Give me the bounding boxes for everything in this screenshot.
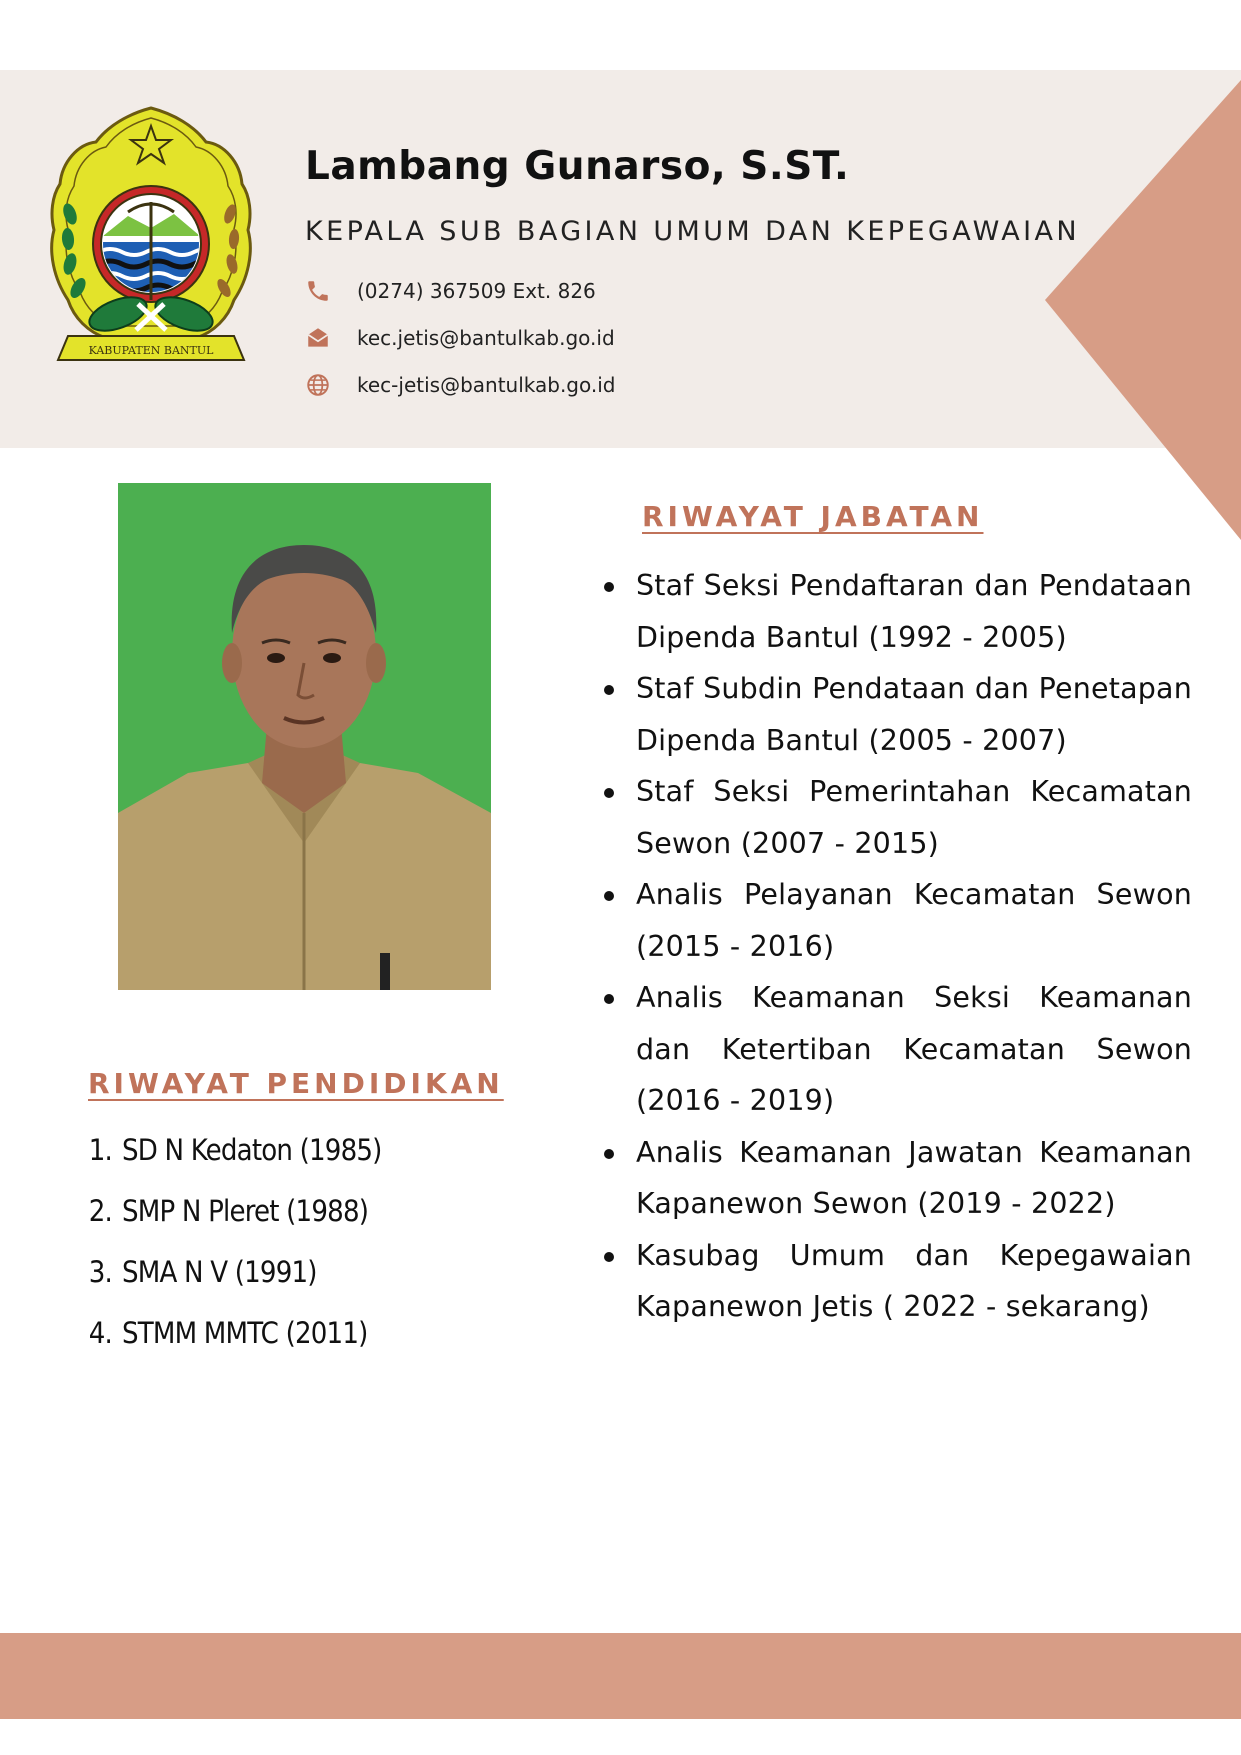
education-list [78, 1133, 382, 1377]
list-item: 1. SD N Kedaton (1985) [88, 1133, 382, 1167]
positions-list [602, 560, 1192, 1333]
footer-band [0, 1633, 1241, 1719]
list-item: 3. SMA N V (1991) [88, 1255, 317, 1289]
list-item: Analis Keamanan Seksi Keamanan dan Ketertiban Kecamatan Sewon (2016 - 2019) [602, 972, 1192, 1127]
portrait-photo [118, 483, 491, 990]
contact-website[interactable] [305, 372, 616, 398]
list-item: Analis Pelayanan Kecamatan Sewon (2015 - 2016) [602, 869, 1192, 972]
contact-phone-text: (0274) 367509 Ext. 826 [357, 279, 596, 303]
list-item: Staf Seksi Pendaftaran dan Pendataan Dipenda Bantul (1992 - 2005) [602, 560, 1192, 663]
mail-icon [305, 325, 331, 351]
list-item: Analis Keamanan Jawatan Keamanan Kapanewon Sewon (2019 - 2022) [602, 1127, 1192, 1230]
person-position: KEPALA SUB BAGIAN UMUM DAN KEPEGAWAIAN [305, 216, 1080, 247]
phone-icon [305, 278, 331, 304]
list-item: Staf Subdin Pendataan dan Penetapan Dipenda Bantul (2005 - 2007) [602, 663, 1192, 766]
list-item: 2. SMP N Pleret (1988) [88, 1194, 369, 1228]
person-name: Lambang Gunarso, S.ST. [305, 144, 850, 189]
list-item: Staf Seksi Pemerintahan Kecamatan Sewon (2007 - 2015) [602, 766, 1192, 869]
positions-title: RIWAYAT JABATAN [642, 500, 984, 533]
contact-website-text: kec-jetis@bantulkab.go.id [357, 373, 616, 397]
contact-email[interactable] [305, 325, 615, 351]
list-item: 4. STMM MMTC (2011) [88, 1316, 368, 1350]
contact-email-text: kec.jetis@bantulkab.go.id [357, 326, 615, 350]
kabupaten-bantul-emblem [48, 104, 254, 382]
decorative-triangle [1045, 80, 1241, 540]
contact-phone[interactable] [305, 278, 596, 304]
globe-icon [305, 372, 331, 398]
list-item: Kasubag Umum dan Kepegawaian Kapanewon Jetis ( 2022 - sekarang) [602, 1230, 1192, 1333]
education-title: RIWAYAT PENDIDIKAN [88, 1067, 504, 1100]
emblem-ribbon-text: KABUPATEN BANTUL [88, 344, 214, 357]
